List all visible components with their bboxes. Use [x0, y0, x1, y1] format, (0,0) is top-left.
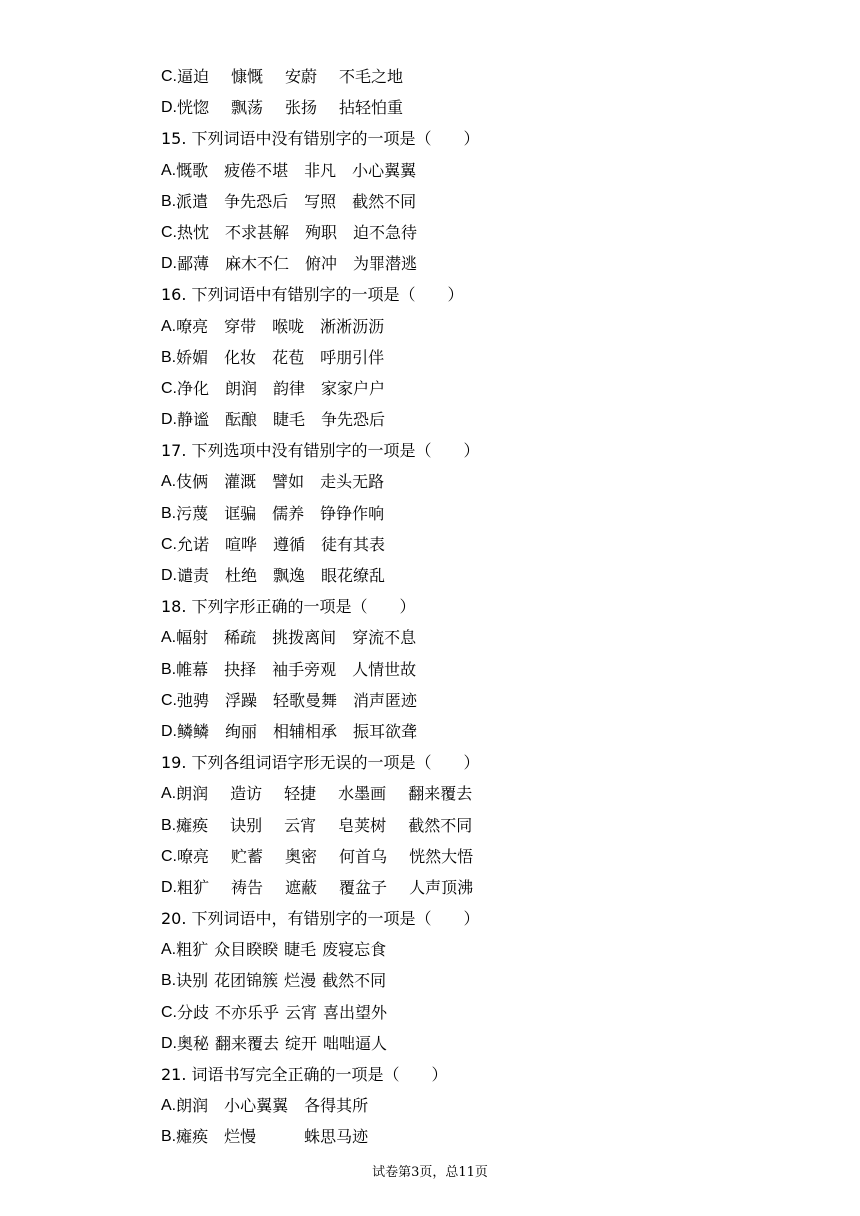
- option-letter: D.: [161, 878, 177, 896]
- option-word: 穿流不息: [352, 628, 417, 648]
- option-word: 诀别: [230, 815, 263, 835]
- option-word: 眼花缭乱: [321, 566, 386, 585]
- option-word: 慨歌: [176, 160, 209, 180]
- option-word: 粗犷: [176, 940, 209, 960]
- option-word: 净化: [177, 378, 210, 398]
- option-letter: B.: [161, 816, 177, 834]
- option-word: 允诺: [177, 534, 210, 554]
- option-word: 挑拨离间: [272, 628, 337, 648]
- option-letter: B.: [161, 348, 177, 366]
- option-letter: D.: [161, 722, 177, 740]
- option-word: 云宵: [285, 1002, 318, 1022]
- option-word: 瘫痪: [176, 815, 209, 835]
- option-word: 小心翼翼: [224, 1096, 289, 1116]
- option-word: 走头无路: [320, 472, 385, 492]
- question-stem: 20. 下列词语中，有错别字的一项是（ ）: [161, 909, 480, 929]
- option-word: 静谧: [177, 410, 210, 430]
- answer-option: [161, 342, 781, 373]
- answer-option: [161, 404, 781, 435]
- option-words: [177, 404, 385, 435]
- option-word: 祷告: [231, 877, 264, 897]
- option-words: [177, 841, 473, 872]
- answer-option: [161, 622, 781, 653]
- option-word: 写照: [304, 191, 337, 211]
- option-words: [176, 1121, 368, 1152]
- option-letter: B.: [161, 504, 177, 522]
- answer-option: [161, 155, 781, 186]
- option-words: [177, 997, 387, 1028]
- option-word: 烂慢: [224, 1127, 257, 1147]
- option-word: 争先恐后: [224, 191, 289, 211]
- option-word: 睫毛: [284, 940, 317, 960]
- option-word: 截然不同: [352, 191, 417, 211]
- option-letter: C.: [161, 223, 177, 241]
- question-stem: 21. 词语书写完全正确的一项是（ ）: [161, 1065, 448, 1084]
- option-letter: D.: [161, 1034, 177, 1052]
- answer-option: [161, 965, 781, 996]
- option-word: 众目睽睽: [214, 940, 279, 960]
- option-word: 抉择: [224, 659, 257, 679]
- option-word: 幅射: [176, 628, 209, 648]
- answer-option: [161, 716, 781, 747]
- question-list: [161, 61, 781, 1153]
- option-word: 化妆: [224, 347, 257, 367]
- option-words: [177, 92, 403, 123]
- option-letter: D.: [161, 411, 177, 429]
- option-letter: B.: [161, 660, 177, 678]
- option-letter: C.: [161, 1003, 177, 1021]
- option-words: [176, 654, 416, 685]
- option-word: 咄咄逼人: [323, 1033, 388, 1053]
- option-words: [177, 872, 473, 903]
- option-letter: D.: [161, 255, 177, 273]
- option-word: 疲倦不堪: [224, 160, 289, 180]
- option-word: 翻来覆去: [215, 1033, 280, 1053]
- option-words: [176, 778, 472, 809]
- option-word: 各得其所: [304, 1096, 369, 1116]
- option-word: 奥秘: [177, 1033, 210, 1053]
- option-word: 俯冲: [305, 254, 338, 274]
- option-word: 人声顶沸: [409, 877, 474, 897]
- option-word: 派遣: [176, 191, 209, 211]
- option-words: [177, 685, 417, 716]
- option-word: 遮蔽: [285, 877, 318, 897]
- answer-option: [161, 685, 781, 716]
- option-word: 张扬: [285, 98, 318, 118]
- option-letter: C.: [161, 847, 177, 865]
- answer-option: [161, 934, 781, 965]
- question-stem: 18. 下列字形正确的一项是（ ）: [161, 597, 416, 617]
- option-word: 翻来覆去: [408, 784, 473, 804]
- answer-option: [161, 217, 781, 248]
- option-word: 飘逸: [273, 566, 306, 585]
- option-word: 花团锦簇: [214, 971, 279, 991]
- option-word: 儒养: [272, 503, 305, 523]
- option-word: 截然不同: [322, 971, 387, 991]
- option-word: 废寝忘食: [322, 940, 387, 960]
- option-word: 污蔑: [176, 503, 209, 523]
- answer-option: [161, 92, 781, 123]
- option-word: 睫毛: [273, 410, 306, 430]
- option-words: [176, 186, 416, 217]
- option-word: 奥密: [285, 846, 318, 866]
- answer-option: [161, 1090, 781, 1121]
- option-word: 喜出望外: [323, 1002, 388, 1022]
- option-word: 截然不同: [408, 815, 473, 835]
- answer-option: [161, 810, 781, 841]
- option-words: [176, 934, 386, 965]
- answer-option: [161, 1028, 781, 1059]
- option-word: 譬如: [272, 472, 305, 492]
- option-word: 粗犷: [177, 877, 210, 897]
- option-words: [177, 248, 417, 279]
- option-word: 造访: [230, 784, 263, 804]
- option-word: 伎俩: [176, 472, 209, 492]
- answer-option: [161, 373, 781, 404]
- option-word: 人情世故: [352, 659, 417, 679]
- answer-option: [161, 311, 781, 342]
- option-word: 水墨画: [338, 784, 387, 804]
- option-word: 恍惚: [177, 98, 210, 118]
- option-words: [177, 560, 385, 591]
- option-word: 家家户户: [321, 378, 386, 398]
- option-word: 韵律: [273, 378, 306, 398]
- option-letter: C.: [161, 535, 177, 553]
- option-letter: C.: [161, 379, 177, 397]
- option-words: [177, 61, 403, 92]
- answer-option: [161, 872, 781, 903]
- option-letter: D.: [161, 99, 177, 117]
- option-word: 烂漫: [284, 971, 317, 991]
- option-word: 绚丽: [225, 721, 258, 741]
- option-words: [177, 217, 417, 248]
- option-word: 喉咙: [272, 316, 305, 336]
- option-word: 娇媚: [176, 347, 209, 367]
- option-words: [176, 466, 384, 497]
- option-word: 皂荚树: [338, 815, 387, 835]
- option-word: 诓骗: [224, 503, 257, 523]
- option-letter: A.: [161, 1097, 177, 1115]
- question-stem: 16. 下列词语中有错别字的一项是（ ）: [161, 285, 464, 305]
- option-word: 云宵: [284, 815, 317, 835]
- answer-option: [161, 248, 781, 279]
- option-letter: C.: [161, 68, 177, 85]
- option-words: [176, 498, 384, 529]
- option-words: [177, 373, 385, 404]
- option-words: [177, 529, 385, 560]
- option-word: 不亦乐乎: [215, 1002, 280, 1022]
- option-letter: A.: [161, 161, 177, 179]
- answer-option: [161, 560, 781, 591]
- option-word: 嘹亮: [177, 846, 210, 866]
- option-letter: B.: [161, 1128, 177, 1146]
- option-word: 瘫痪: [176, 1127, 209, 1147]
- option-word: 拈轻怕重: [339, 98, 404, 118]
- option-word: 酝酿: [225, 410, 258, 430]
- option-word: 飘荡: [231, 98, 264, 118]
- option-word: 轻捷: [284, 784, 317, 804]
- option-word: 何首乌: [339, 846, 388, 866]
- option-word: 小心翼翼: [352, 160, 417, 180]
- option-word: 不毛之地: [339, 67, 404, 86]
- option-word: 穿带: [224, 316, 257, 336]
- option-word: 嘹亮: [176, 316, 209, 336]
- answer-option: [161, 529, 781, 560]
- option-word: 谴责: [177, 566, 210, 585]
- option-word: 逼迫: [177, 67, 210, 86]
- option-words: [176, 810, 472, 841]
- option-words: [177, 716, 417, 747]
- option-letter: B.: [161, 192, 177, 210]
- option-words: [176, 155, 416, 186]
- option-word: 迫不急待: [353, 222, 418, 242]
- option-word: 不求甚解: [225, 222, 290, 242]
- option-letter: A.: [161, 317, 177, 335]
- option-letter: D.: [161, 567, 177, 584]
- option-word: 分歧: [177, 1002, 210, 1022]
- option-word: 鄙薄: [177, 254, 210, 274]
- option-word: 轻歌曼舞: [273, 690, 338, 710]
- option-word: 相辅相承: [273, 721, 338, 741]
- option-word: 蛛思马迹: [304, 1127, 369, 1147]
- option-words: [176, 342, 384, 373]
- answer-option: [161, 1121, 781, 1152]
- option-word: 帷幕: [176, 659, 209, 679]
- answer-option: [161, 186, 781, 217]
- option-word: 遵循: [273, 534, 306, 554]
- option-word: 覆盆子: [339, 877, 388, 897]
- option-word: 绽开: [285, 1033, 318, 1053]
- option-letter: A.: [161, 473, 177, 491]
- option-words: [176, 1090, 368, 1121]
- page-footer: 试卷第3页，总11页: [372, 1165, 488, 1180]
- option-letter: C.: [161, 691, 177, 709]
- option-word: 稀疏: [224, 628, 257, 648]
- option-word: 慷慨: [231, 67, 264, 86]
- option-word: 朗润: [176, 1096, 209, 1116]
- option-word: 朗润: [176, 784, 209, 804]
- option-words: [176, 311, 384, 342]
- option-word: 呼朋引伴: [320, 347, 385, 367]
- option-word: 诀别: [176, 971, 209, 991]
- answer-option: [161, 997, 781, 1028]
- option-word: 鳞鳞: [177, 721, 210, 741]
- option-words: [176, 965, 386, 996]
- answer-option: [161, 498, 781, 529]
- option-word: 争先恐后: [321, 410, 386, 430]
- option-word: 消声匿迹: [353, 690, 418, 710]
- question-stem: 17. 下列选项中没有错别字的一项是（ ）: [161, 441, 480, 461]
- option-word: 花苞: [272, 347, 305, 367]
- option-letter: B.: [161, 972, 177, 990]
- question-stem: 15. 下列词语中没有错别字的一项是（ ）: [161, 129, 480, 149]
- option-letter: A.: [161, 785, 177, 803]
- answer-option: [161, 841, 781, 872]
- option-word: 为罪潜逃: [353, 254, 418, 274]
- option-word: 喧哗: [225, 534, 258, 554]
- answer-option: [161, 466, 781, 497]
- answer-option: [161, 778, 781, 809]
- option-words: [177, 1028, 387, 1059]
- option-word: 麻木不仁: [225, 254, 290, 274]
- option-word: 淅淅沥沥: [320, 316, 385, 336]
- option-word: 灌溉: [224, 472, 257, 492]
- option-word: 恍然大悟: [409, 846, 474, 866]
- option-word: 弛骋: [177, 690, 210, 710]
- option-word: 热忱: [177, 222, 210, 242]
- option-word: 徒有其表: [321, 534, 386, 554]
- option-word: 非凡: [304, 160, 337, 180]
- option-word: 袖手旁观: [272, 659, 337, 679]
- option-word: [272, 1121, 288, 1152]
- option-word: 浮躁: [225, 690, 258, 710]
- option-word: 振耳欲聋: [353, 721, 418, 741]
- option-word: 朗润: [225, 378, 258, 398]
- option-word: 杜绝: [225, 566, 258, 585]
- option-letter: A.: [161, 941, 177, 959]
- option-letter: A.: [161, 629, 177, 647]
- option-word: 安蔚: [285, 67, 318, 86]
- option-word: 贮蓄: [231, 846, 264, 866]
- option-word: 铮铮作响: [320, 503, 385, 523]
- option-words: [176, 622, 416, 653]
- answer-option: [161, 654, 781, 685]
- option-word: 殉职: [305, 222, 338, 242]
- question-stem: 19. 下列各组词语字形无误的一项是（ ）: [161, 753, 480, 773]
- answer-option: [161, 61, 781, 92]
